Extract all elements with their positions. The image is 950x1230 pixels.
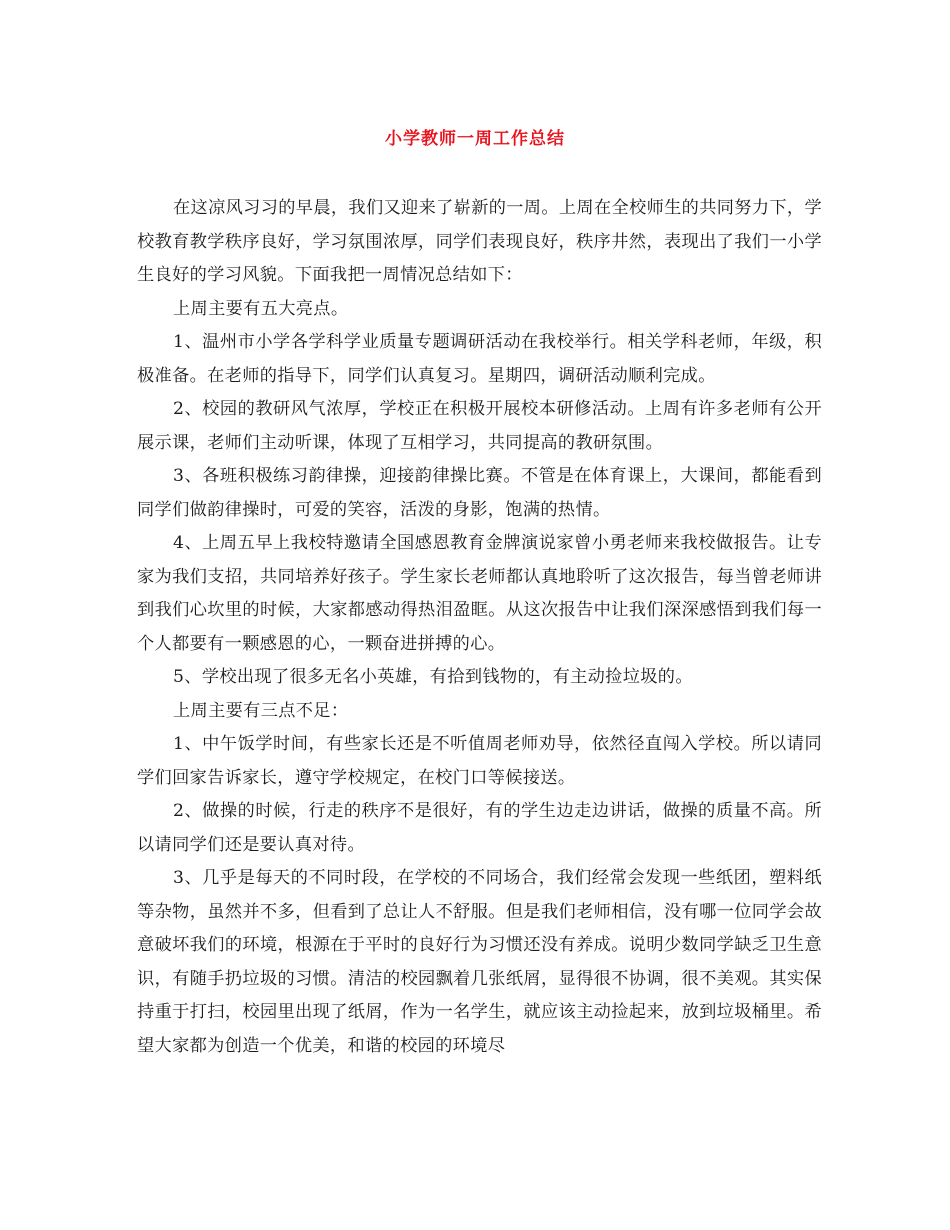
paragraph-highlight-4: 4、上周五早上我校特邀请全国感恩教育金牌演说家曾小勇老师来我校做报告。让专家为我们支招，共同培养好孩子。学生家长老师都认真地聆听了这次报告，每当曾老师讲到我们心坎里的时候，大家都感动得热泪盈眶。从这次报告中让我们深深感悟到我们每一个人都要有一颗感恩的心，一颗奋进拼搏的心。 bbox=[137, 533, 822, 654]
paragraph-shortcomings-heading: 上周主要有三点不足： bbox=[173, 700, 349, 721]
paragraph-shortcoming-1: 1、中午饭学时间，有些家长还是不听值周老师劝导，依然径直闯入学校。所以请同学们回家告诉家长，遵守学校规定，在校门口等候接送。 bbox=[137, 734, 822, 788]
document-title: 小学教师一周工作总结 bbox=[385, 129, 565, 149]
document-body bbox=[137, 192, 822, 1063]
paragraph-shortcoming-2: 2、做操的时候，行走的秩序不是很好，有的学生边走边讲话，做操的质量不高。所以请同学们还是要认真对待。 bbox=[137, 801, 822, 855]
paragraph-highlight-3: 3、各班积极练习韵律操，迎接韵律操比赛。不管是在体育课上，大课间，都能看到同学们做韵律操时，可爱的笑容，活泼的身影，饱满的热情。 bbox=[137, 466, 822, 520]
paragraph-intro: 在这凉风习习的早晨，我们又迎来了崭新的一周。上周在全校师生的共同努力下，学校教育教学秩序良好，学习氛围浓厚，同学们表现良好，秩序井然，表现出了我们一小学生良好的学习风貌。下面我把一周情况总结如下： bbox=[137, 198, 822, 285]
paragraph-highlights-heading: 上周主要有五大亮点。 bbox=[173, 298, 349, 319]
paragraph-shortcoming-3: 3、几乎是每天的不同时段，在学校的不同场合，我们经常会发现一些纸团，塑料纸等杂物，虽然并不多，但看到了总让人不舒服。但是我们老师相信，没有哪一位同学会故意破坏我们的环境，根源在于平时的良好行为习惯还没有养成。说明少数同学缺乏卫生意识，有随手扔垃圾的习惯。清洁的校园飘着几张纸屑，显得很不协调，很不美观。其实保持重于打扫，校园里出现了纸屑，作为一名学生，就应该主动捡起来，放到垃圾桶里。希望大家都为创造一个优美，和谐的校园的环境尽 bbox=[137, 868, 822, 1056]
paragraph-highlight-5: 5、学校出现了很多无名小英雄，有拾到钱物的，有主动捡垃圾的。 bbox=[173, 667, 693, 687]
paragraph-highlight-2: 2、校园的教研风气浓厚，学校正在积极开展校本研修活动。上周有许多老师有公开展示课，老师们主动听课，体现了互相学习，共同提高的教研氛围。 bbox=[137, 399, 822, 453]
paragraph-highlight-1: 1、温州市小学各学科学业质量专题调研活动在我校举行。相关学科老师，年级，积极准备。在老师的指导下，同学们认真复习。星期四，调研活动顺利完成。 bbox=[137, 332, 822, 386]
